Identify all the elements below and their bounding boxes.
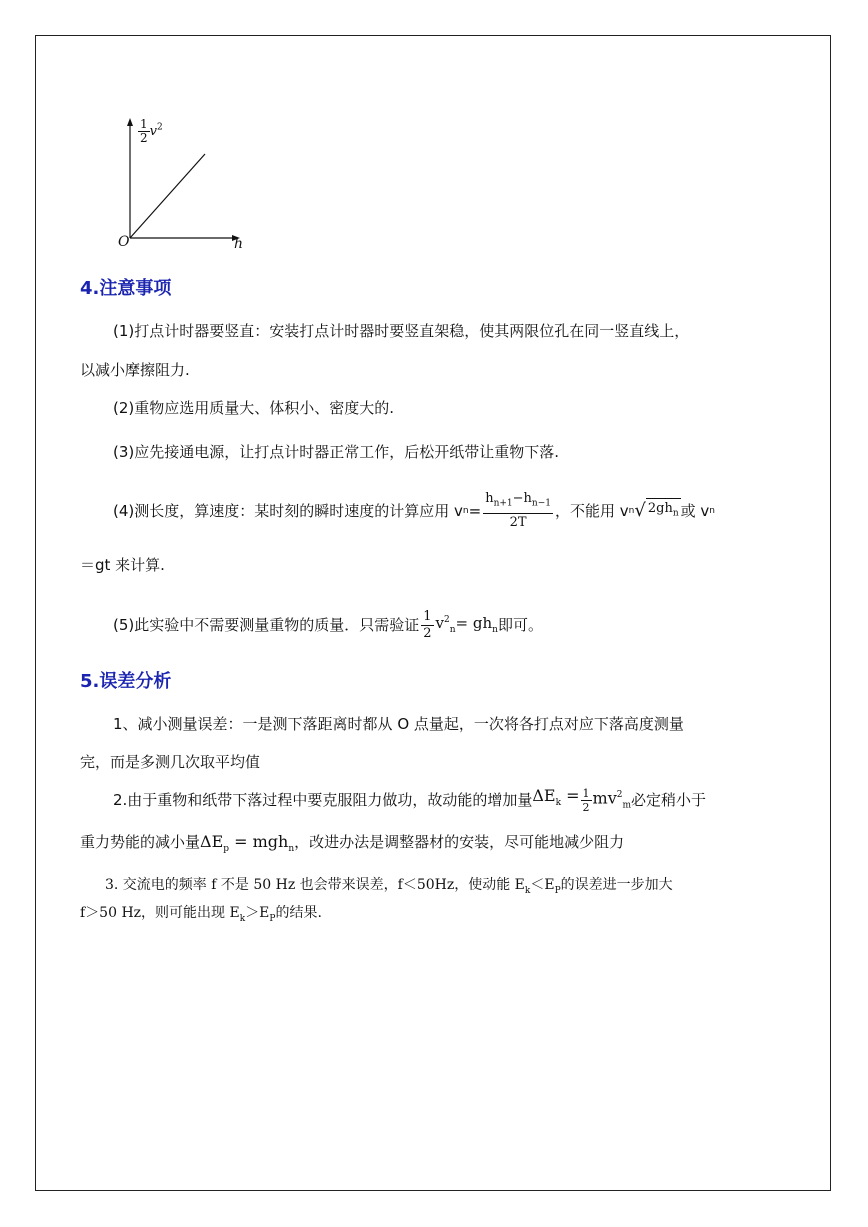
section5-title: 5.误差分析: [80, 671, 172, 692]
sec4-p3: (3)应先接通电源，让打点计时器正常工作，后松开纸带让重物下落.: [113, 443, 560, 461]
sec5-p3-line1: 3. 交流电的频率 f 不是 50 Hz 也会带来误差，f＜50Hz，使动能 $E_k<E_P$的误差进一步加大: [105, 877, 673, 896]
sec5-p3-line2: f＞50 Hz，则可能出现 $E_k>E_P$的结果.: [80, 905, 322, 924]
sec4-p4-line1: (4)测长度，算速度：某时刻的瞬时速度的计算应用 v n = $\frac{h_{n+1}-h_{n-1}}{2T}$ ，不能用 v n √ $2gh_n$ 或 v n: [113, 491, 715, 530]
graph-x-label: h: [234, 236, 244, 252]
sec4-p5-fraction: $\frac{1}{2}$: [423, 608, 432, 641]
graph-line: [130, 154, 205, 238]
sec4-p2: (2)重物应选用质量大、体积小、密度大的.: [113, 399, 395, 417]
sec5-p2-fraction: $\frac{1}{2}$: [582, 786, 590, 814]
graph-y-arrow: [127, 118, 133, 126]
graph-svg: [110, 115, 250, 255]
graph-y-label: $\frac{1}{2}$ $v^2$: [140, 117, 163, 145]
sec4-p4-line2: ＝gt 来计算.: [80, 556, 165, 574]
sec5-p1-line2: 完，而是多测几次取平均值: [80, 753, 261, 771]
sec4-p5: (5)此实验中不需要测量重物的质量．只需验证 $\frac{1}{2}$ $v^2_n= gh_n$ 即可。: [113, 608, 543, 641]
sec5-p1-line1: 1、减小测量误差：一是测下落距离时都从 O 点量起，一次将各打点对应下落高度测量: [113, 715, 684, 733]
sec5-p2-line1: 2.由于重物和纸带下落过程中要克服阻力做功，故动能的增加量 $\Delta E_k$ = $\frac{1}{2}$ $mv^2_m$ 必定稍小于: [113, 786, 707, 814]
sec5-p2-line2: 重力势能的减小量$\Delta E_p = mgh_n$，改进办法是调整器材的安装，尽可能地减少阻力: [80, 832, 625, 855]
section4-title: 4.注意事项: [80, 278, 172, 299]
sqrt-icon: √: [634, 500, 646, 521]
sec4-p4-fraction: $\frac{h_{n+1}-h_{n-1}}{2T}$: [485, 491, 551, 530]
graph-origin-label: O: [118, 234, 130, 250]
sec4-p1-line1: (1)打点计时器要竖直：安装打点计时器时要竖直架稳，使其两限位孔在同一竖直线上，: [113, 322, 690, 340]
sec4-p1-line2: 以减小摩擦阻力.: [80, 361, 190, 379]
